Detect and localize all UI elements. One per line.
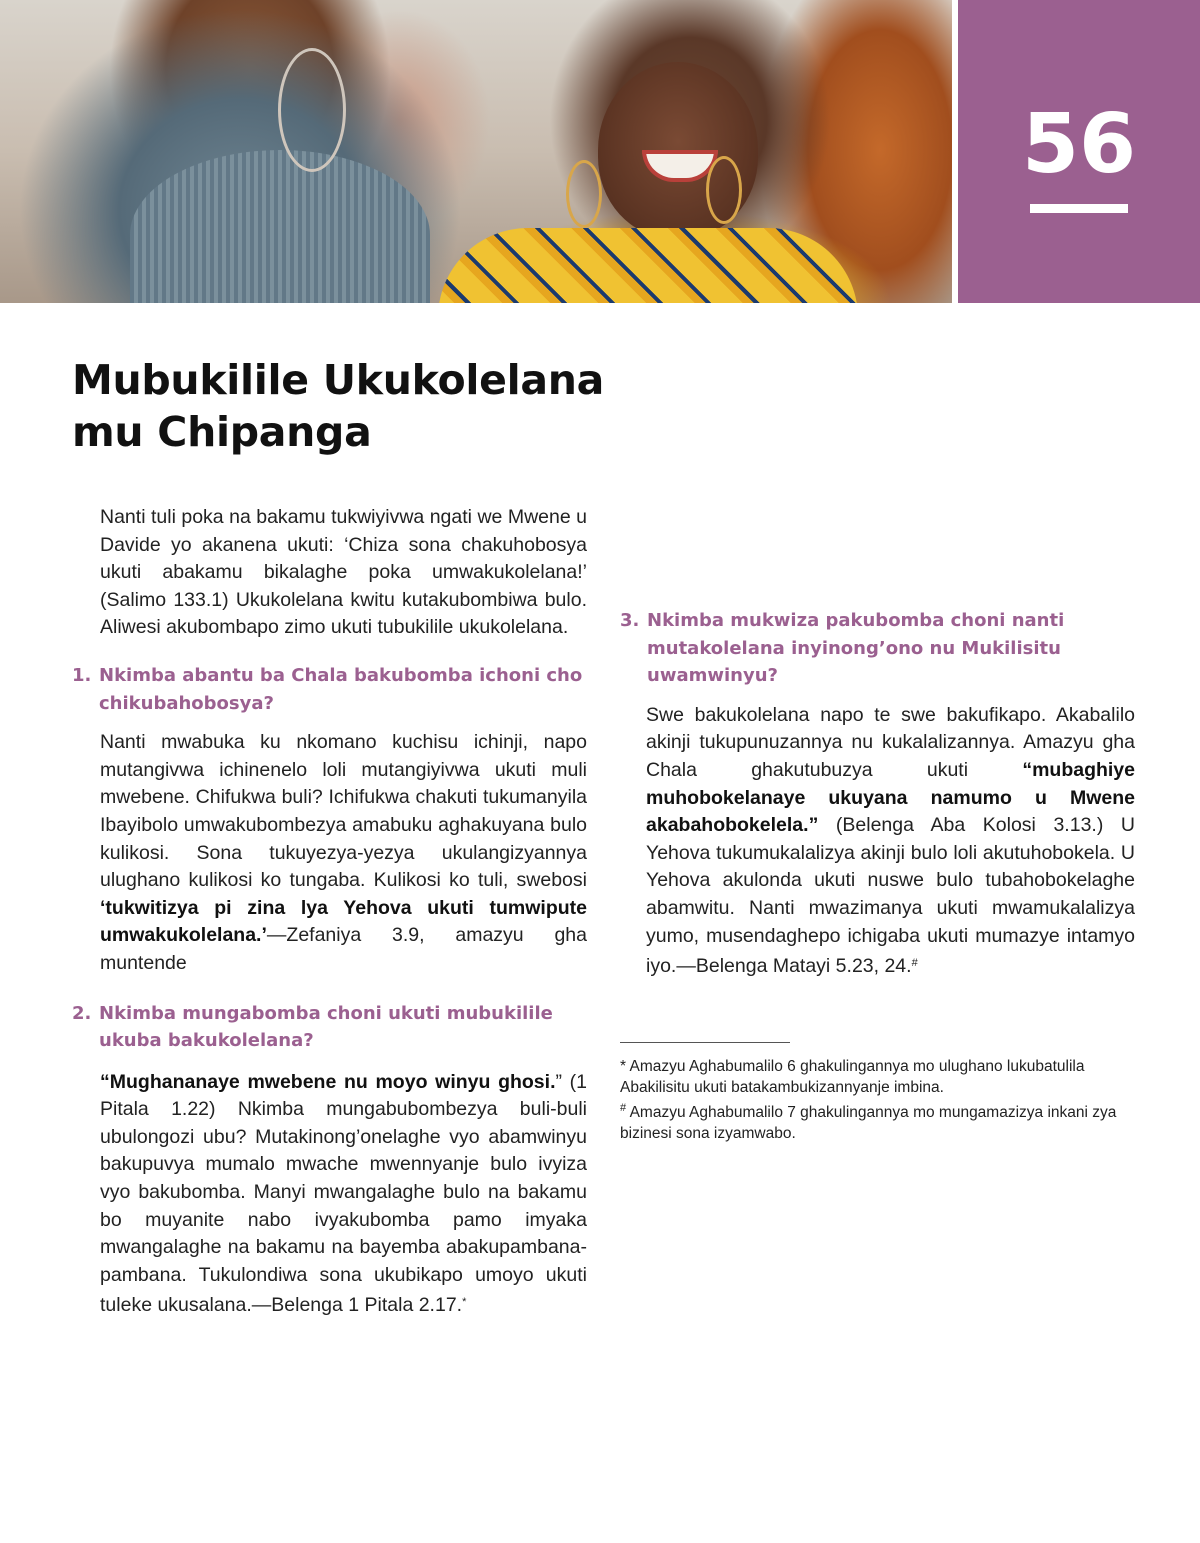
question-3-number: 3. <box>620 610 640 631</box>
answer-2 <box>72 1069 587 1320</box>
question-1 <box>72 662 587 717</box>
lesson-number-tab <box>958 0 1200 303</box>
photo-earring-right <box>706 156 742 224</box>
answer-2-bold: “Mughananaye mwebene nu moyo winyu ghosi. <box>100 1070 556 1093</box>
photo-dress <box>438 228 858 303</box>
lesson-number: 56 <box>1021 97 1137 192</box>
footnote-2-text: Amazyu Aghabumalilo 7 ghakulingannya mo mungamazizya inkani zya bizinesi sona izyamwabo. <box>620 1104 1117 1142</box>
title-line-1: Mubukilile Ukukolelana <box>72 356 605 404</box>
photo-shoulder <box>130 150 430 303</box>
answer-1-bold: ‘tukwitizya pi zina lya Yehova ukuti tumwipute umwakukolelana.’ <box>100 896 587 947</box>
question-2-text: Nkimba mungabomba choni ukuti mubukilile ukuba bakukolelana? <box>99 1002 553 1052</box>
photo-earring-left <box>566 160 602 228</box>
lesson-number-underline <box>1030 204 1128 213</box>
footnote-mark-star[interactable]: * <box>462 1296 467 1309</box>
answer-1 <box>72 729 587 977</box>
answer-2-text: ” (1 Pitala 1.22) Nkimba mungabubombezya buli-buli ubulongozi ubu? Mutakinong’onelaghe vyo abamwinyu bakupuvya mumalo mwache mwennyanje bulo ivyiza vyo bakubomba. Manyi mwangalaghe bulo na bakamu bo muyanite nabo ivyakubomba pamo imyaka mwangalaghe na bakamu na bayemba abakupambana-pambana. Tukulondiwa sona ukubikapo umoyo ukuti tuleke ukusalana.—Belenga 1 Pitala 2.17. <box>100 1070 588 1317</box>
answer-3-bold: “mubaghiye muhobokelanaye ukuyana namumo u Mwene akabahobokelela.” <box>646 758 1135 837</box>
question-1-number: 1. <box>72 664 92 686</box>
question-3-text: Nkimba mukwiza pakubomba choni nanti mutakolelana inyinong’ono nu Mukilisitu uwamwinyu? <box>647 610 1065 687</box>
footnotes <box>620 1056 1130 1144</box>
question-1-text: Nkimba abantu ba Chala bakubomba ichoni cho chikubahobosya? <box>99 664 583 714</box>
footnote-2-mark: # <box>620 1102 627 1114</box>
answer-3-text: Swe bakukolelana napo te swe bakufikapo. Akabalilo akinji tukupunuzannya nu kukalalizannya. Amazyu gha Chala ghakutubuzya ukuti <box>646 703 1135 781</box>
answer-3-text-end: (Belenga Aba Kolosi 3.13.) U Yehova tukumukalalizya akinji bulo loli akutuhobokela. U Yehova akulonda ukuti nuswe bulo tubahobokelaghe abamwitu. Nanti mwazimanya ukuti mwamukalalizya yumo, musendaghepo ichigaba ukuti mumazye intamyo iyo.—Belenga Matayi 5.23, 24. <box>646 814 1135 978</box>
header-photo <box>0 0 952 303</box>
answer-3 <box>620 702 1135 981</box>
photo-earring-back <box>278 48 346 172</box>
footnote-mark-hash[interactable]: # <box>911 957 918 970</box>
question-3 <box>620 607 1135 690</box>
answer-1-text: Nanti mwabuka ku nkomano kuchisu ichinji, napo mutangivwa ichinenelo loli mutangiyivwa ukuti muli mwebene. Chifukwa buli? Ichifukwa chakuti tukumanyila Ibayibolo umwakubombezya amabuku aghakuyana bulo kulikosi. Sona tukuyezya-yezya ukulangizyannya ulughano kulikosi ko tungaba. Kulikosi ko tuli, swebosi <box>100 731 587 892</box>
answer-1-text-end: —Zefaniya 3.9, amazyu gha muntende <box>100 924 587 974</box>
question-2 <box>72 1000 587 1055</box>
footnote-1 <box>620 1056 1130 1098</box>
footnote-1-mark: * <box>620 1058 627 1075</box>
right-column <box>620 504 1135 981</box>
page-title <box>72 354 604 458</box>
footnote-2 <box>620 1098 1130 1144</box>
footnote-divider <box>620 1042 790 1043</box>
intro-paragraph: Nanti tuli poka na bakamu tukwiyivwa ngati we Mwene u Davide yo akanena ukuti: ‘Chiza sona chakuhobosya ukuti abakamu bikalaghe poka umwakukolelana!’ (Salimo 133.1) Ukukolelana kwitu kutakubombiwa bulo. Aliwesi akubombapo zimo ukuti tubukilile ukukolelana. <box>100 506 587 639</box>
question-2-number: 2. <box>72 1002 92 1024</box>
left-column <box>72 504 587 1320</box>
title-line-2: mu Chipanga <box>72 408 372 456</box>
footnote-1-text: Amazyu Aghabumalilo 6 ghakulingannya mo ulughano lukubatulila Abakilisitu ukuti batakambukizannyanje imbina. <box>620 1058 1085 1096</box>
